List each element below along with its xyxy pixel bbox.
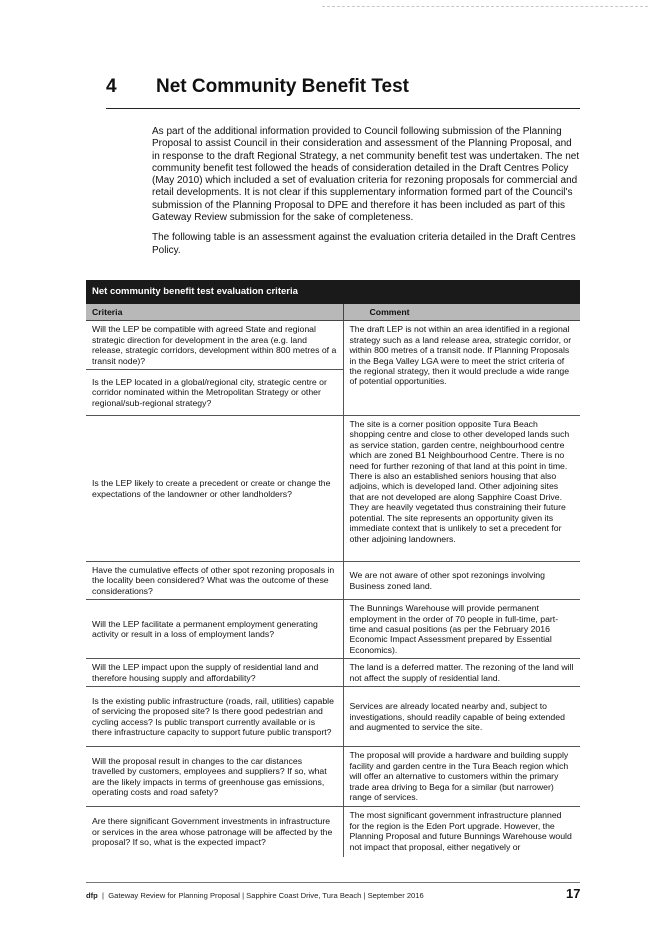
table-row xyxy=(86,687,580,747)
table-row xyxy=(86,807,580,857)
comment-cell: The Bunnings Warehouse will provide permanent employment in the order of 70 people in full-time, part-time and casual positions (as per the February 2016 Economic Impact Assessment prepared by Essential Economics). xyxy=(343,600,580,659)
footer-brand: dfp xyxy=(86,891,98,900)
comment-cell: The most significant government infrastructure planned for the region is the Eden Port upgrade. However, the Planning Proposal and future Bunnings Warehouse would not impact that proposal, either negatively or xyxy=(343,807,580,857)
column-header-comment: Comment xyxy=(343,304,580,321)
page-footer xyxy=(86,891,424,900)
footer-text: Gateway Review for Planning Proposal | Sapphire Coast Drive, Tura Beach | September 2016 xyxy=(108,891,424,900)
comment-cell: The site is a corner position opposite Tura Beach shopping centre and close to other developed lands such as service station, garden centre, neighbourhood centre which are zoned B1 Neighbourhood Centre. There is no need for further rezoning of that land at this point in time. There is also an established seniors housing that also adjoins, which is developed land. Other adjoining sites that are not developed are along Sapphire Coast Drive. They are heavily vegetated thus constraining their future potential. The site represents an opportunity given its immediate context that is unlikely to set a precedent for other adjoining landowners. xyxy=(343,416,580,562)
criteria-cell: Are there significant Government investments in infrastructure or services in the area whose patronage will be affected by the proposal? If so, what is the expected impact? xyxy=(86,807,343,857)
section-title: Net Community Benefit Test xyxy=(156,76,410,97)
criteria-cell: Will the LEP be compatible with agreed State and regional strategic direction for development in the area (e.g. land release, strategic corridors, development within 800 metres of a transit node)? xyxy=(86,321,343,370)
footer-rule xyxy=(86,882,580,883)
paragraph: The following table is an assessment against the evaluation criteria detailed in the Draft Centres Policy. xyxy=(152,232,576,256)
criteria-cell: Have the cumulative effects of other spot rezoning proposals in the locality been considered? What was the outcome of these considerations? xyxy=(86,562,343,600)
criteria-cell: Will the LEP impact upon the supply of residential land and therefore housing supply and affordability? xyxy=(86,659,343,687)
criteria-cell: Is the LEP located in a global/regional city, strategic centre or corridor nominated within the Metropolitan Strategy or other regional/sub-regional strategy? xyxy=(86,370,343,416)
comment-cell: The land is a deferred matter. The rezoning of the land will not affect the supply of residential land. xyxy=(343,659,580,687)
heading-rule xyxy=(106,108,580,109)
scan-edge-line xyxy=(322,6,648,7)
table-row xyxy=(86,416,580,562)
column-header-criteria: Criteria xyxy=(86,304,343,321)
comment-cell: We are not aware of other spot rezonings involving Business zoned land. xyxy=(343,562,580,600)
criteria-cell: Is the LEP likely to create a precedent or create or change the expectations of the landowner or other landholders? xyxy=(86,416,343,562)
table-row xyxy=(86,562,580,600)
table-row xyxy=(86,600,580,659)
page-number: 17 xyxy=(566,886,581,901)
comment-cell: The draft LEP is not within an area identified in a regional strategy such as a land release area, strategic corridor, or within 800 metres of a transit node. If Planning Proposals in the Bega Valley LGA were to meet the strict criteria of the regional strategy, then it would preclude a wide range of potential opportunities. xyxy=(343,321,580,416)
table-row xyxy=(86,659,580,687)
table-row xyxy=(86,321,580,370)
footer-separator: | xyxy=(99,891,107,900)
section-heading xyxy=(106,76,409,98)
criteria-cell: Will the proposal result in changes to the car distances travelled by customers, employees and suppliers? If so, what are the likely impacts in terms of greenhouse gas emissions, operating costs and road safety? xyxy=(86,747,343,807)
criteria-cell: Will the LEP facilitate a permanent employment generating activity or result in a loss of employment lands? xyxy=(86,600,343,659)
table-row xyxy=(86,747,580,807)
criteria-cell: Is the existing public infrastructure (roads, rail, utilities) capable of servicing the proposed site? Is there good pedestrian and cycling access? Is public transport currently available or is there infrastructure capacity to support future public transport? xyxy=(86,687,343,747)
evaluation-criteria-table xyxy=(86,280,580,857)
comment-cell: The proposal will provide a hardware and building supply facility and garden centre in the Tura Beach region which will offer an alternative to customers within the primary trade area driving to Bega for a similar (but narrower) range of services. xyxy=(343,747,580,807)
section-number: 4 xyxy=(106,76,117,97)
comment-cell: Services are already located nearby and, subject to investigations, should readily capable of being extended and augmented to service the site. xyxy=(343,687,580,747)
intro-text xyxy=(152,126,580,265)
paragraph: As part of the additional information provided to Council following submission of the Planning Proposal to assist Council in their consideration and assessment of the Planning Proposal, and in response to the draft Regional Strategy, a net community benefit test was undertaken. The net community benefit test followed the heads of consideration detailed in the Draft Centres Policy (May 2010) which included a set of evaluation criteria for rezoning proposals for commercial and retail developments. It is not clear if this supplementary information formed part of the Council's submission of the Planning Proposal to DPE and therefore it has been included as part of this Gateway Review submission for the sake of completeness. xyxy=(152,126,580,224)
table-title: Net community benefit test evaluation criteria xyxy=(86,280,580,304)
